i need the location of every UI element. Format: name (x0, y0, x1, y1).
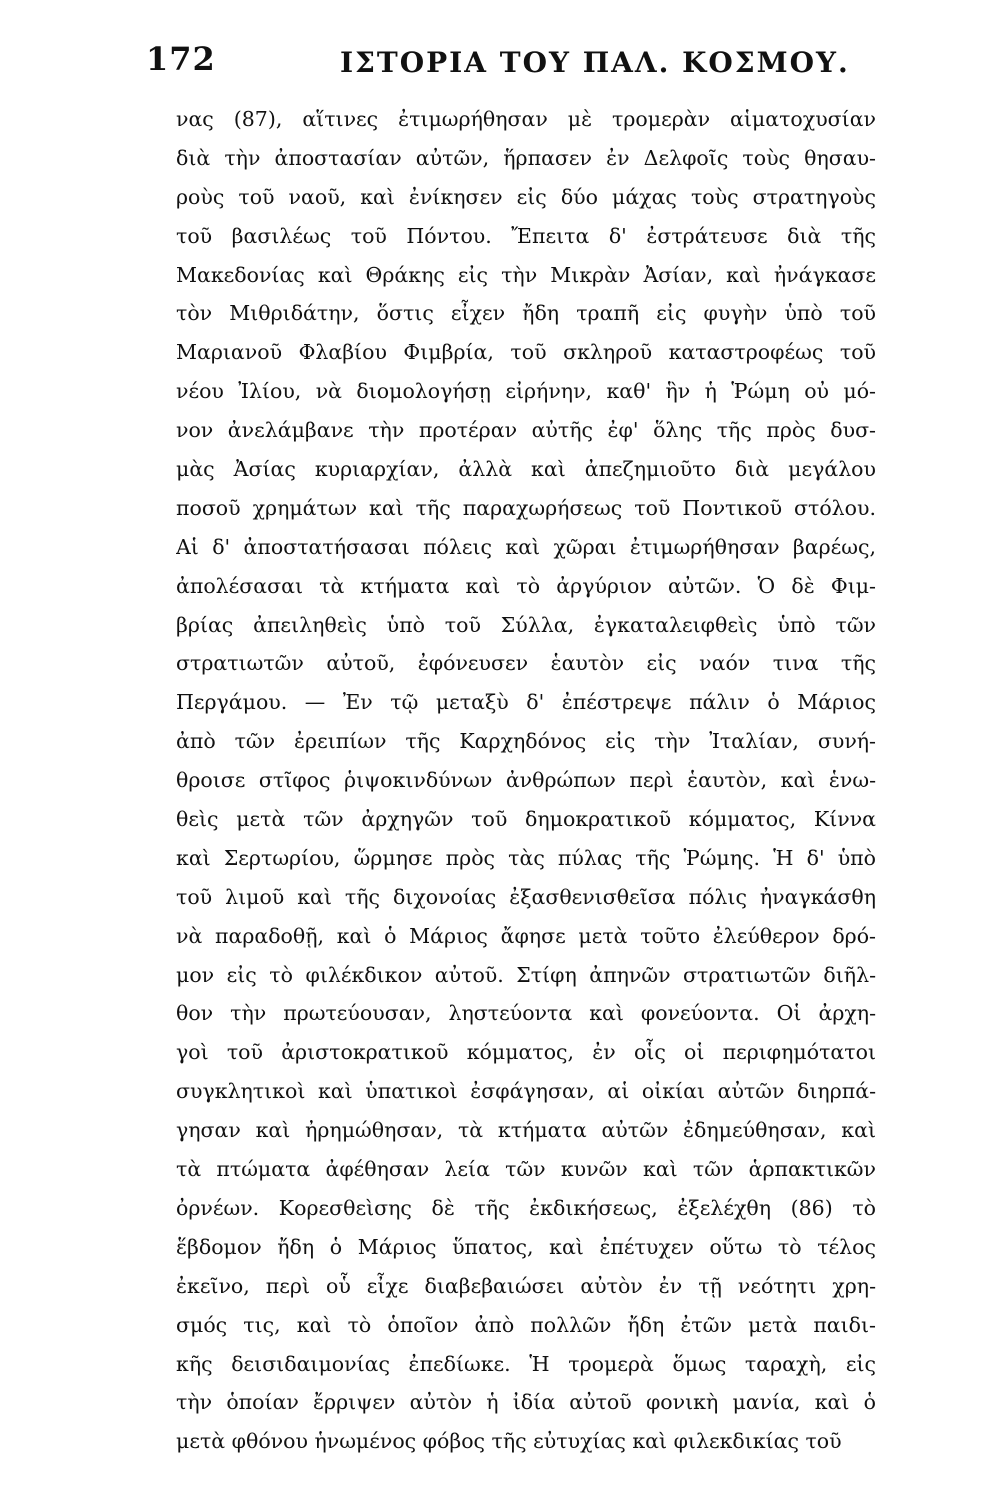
text-line: νὰ παραδοθῇ, καὶ ὁ Μάριος ἄφησε μετὰ τοῦτο ἐλεύθερον δρό- (176, 923, 876, 948)
text-line: ποσοῦ χρημάτων καὶ τῆς παραχωρήσεως τοῦ Ποντικοῦ στόλου. (176, 495, 876, 520)
text-line: μον εἰς τὸ φιλέκδικον αὐτοῦ. Στίφη ἀπηνῶν στρατιωτῶν διῆλ- (176, 962, 876, 987)
text-line: σμός τις, καὶ τὸ ὁποῖον ἀπὸ πολλῶν ἤδη ἐτῶν μετὰ παιδι- (176, 1312, 876, 1337)
text-line: κῆς δεισιδαιμονίας ἐπεδίωκε. Ἡ τρομερὰ ὅμως ταραχὴ, εἰς (176, 1351, 876, 1376)
text-line: τοῦ βασιλέως τοῦ Πόντου. Ἔπειτα δ' ἐστράτευσε διὰ τῆς (176, 223, 876, 248)
text-line: ἀπὸ τῶν ἐρειπίων τῆς Καρχηδόνος εἰς τὴν Ἰταλίαν, συνή- (176, 729, 876, 754)
text-line: τὰ πτώματα ἀφέθησαν λεία τῶν κυνῶν καὶ τῶν ἁρπακτικῶν (176, 1157, 876, 1182)
text-line: ροὺς τοῦ ναοῦ, καὶ ἐνίκησεν εἰς δύο μάχας τοὺς στρατηγοὺς (176, 184, 876, 209)
text-line: βρίας ἀπειληθεὶς ὑπὸ τοῦ Σύλλα, ἐγκαταλειφθεὶς ὑπὸ τῶν (176, 612, 876, 637)
running-title: ΙΣΤΟΡΙΑ ΤΟΥ ΠΑΛ. ΚΟΣΜΟΥ. (340, 46, 850, 79)
text-line: θον τὴν πρωτεύουσαν, ληστεύοντα καὶ φονεύοντα. Οἱ ἀρχη- (176, 1001, 876, 1026)
text-line: γησαν καὶ ἠρημώθησαν, τὰ κτήματα αὐτῶν ἐδημεύθησαν, καὶ (176, 1118, 876, 1143)
text-line: συγκλητικοὶ καὶ ὑπατικοὶ ἐσφάγησαν, αἱ οἰκίαι αὐτῶν διηρπά- (176, 1079, 876, 1104)
text-line: θροισε στῖφος ῥιψοκινδύνων ἀνθρώπων περὶ ἑαυτὸν, καὶ ἑνω- (176, 768, 876, 793)
page-header (140, 38, 880, 82)
text-line: Περγάμου. — Ἐν τῷ μεταξὺ δ' ἐπέστρεψε πάλιν ὁ Μάριος (176, 690, 876, 715)
text-line: διὰ τὴν ἀποστασίαν αὐτῶν, ἥρπασεν ἐν Δελφοῖς τοὺς θησαυ- (176, 145, 876, 170)
text-line: Μακεδονίας καὶ Θράκης εἰς τὴν Μικρὰν Ἀσίαν, καὶ ἠνάγκασε (176, 262, 876, 287)
text-line: τοῦ λιμοῦ καὶ τῆς διχονοίας ἐξασθενισθεῖσα πόλις ἠναγκάσθη (176, 884, 876, 909)
text-line: θεὶς μετὰ τῶν ἀρχηγῶν τοῦ δημοκρατικοῦ κόμματος, Κίννα (176, 807, 876, 832)
text-line: Μαριανοῦ Φλαβίου Φιμβρία, τοῦ σκληροῦ καταστροφέως τοῦ (176, 340, 876, 365)
text-line: νέου Ἰλίου, νὰ διομολογήσῃ εἰρήνην, καθ' ἣν ἡ Ῥώμη οὐ μό- (176, 379, 876, 404)
text-line: Αἱ δ' ἀποστατήσασαι πόλεις καὶ χῶραι ἐτιμωρήθησαν βαρέως, (176, 534, 876, 559)
text-line: τὴν ὁποίαν ἔρριψεν αὐτὸν ἡ ἰδία αὐτοῦ φονικὴ μανία, καὶ ὁ (176, 1390, 876, 1415)
text-line: καὶ Σερτωρίου, ὥρμησε πρὸς τὰς πύλας τῆς Ῥώμης. Ἡ δ' ὑπὸ (176, 845, 876, 870)
text-line: ἀπολέσασαι τὰ κτήματα καὶ τὸ ἀργύριον αὐτῶν. Ὁ δὲ Φιμ- (176, 573, 876, 598)
text-line: ἐκεῖνο, περὶ οὗ εἶχε διαβεβαιώσει αὐτὸν ἐν τῇ νεότητι χρη- (176, 1273, 876, 1298)
text-line: ὀρνέων. Κορεσθεὶσης δὲ τῆς ἐκδικήσεως, ἐξελέχθη (86) τὸ (176, 1195, 876, 1220)
page-number: 172 (146, 40, 216, 78)
text-line: νον ἀνελάμβανε τὴν προτέραν αὐτῆς ἐφ' ὅλης τῆς πρὸς δυσ- (176, 418, 876, 443)
text-line: γοὶ τοῦ ἀριστοκρατικοῦ κόμματος, ἐν οἷς οἱ περιφημότατοι (176, 1040, 876, 1065)
text-line: μὰς Ἀσίας κυριαρχίαν, ἀλλὰ καὶ ἀπεζημιοῦτο διὰ μεγάλου (176, 457, 876, 482)
text-line: στρατιωτῶν αὐτοῦ, ἐφόνευσεν ἑαυτὸν εἰς ναόν τινα τῆς (176, 651, 876, 676)
text-line: μετὰ φθόνου ἡνωμένος φόβος τῆς εὐτυχίας καὶ φιλεκδικίας τοῦ (176, 1429, 842, 1454)
body-text (176, 100, 876, 1461)
text-line: νας (87), αἵτινες ἐτιμωρήθησαν μὲ τρομερὰν αἱματοχυσίαν (176, 107, 876, 131)
text-line: τὸν Μιθριδάτην, ὅστις εἶχεν ἤδη τραπῆ εἰς φυγὴν ὑπὸ τοῦ (176, 301, 876, 326)
text-line: ἕβδομον ἤδη ὁ Μάριος ὕπατος, καὶ ἐπέτυχεν οὕτω τὸ τέλος (176, 1234, 876, 1259)
